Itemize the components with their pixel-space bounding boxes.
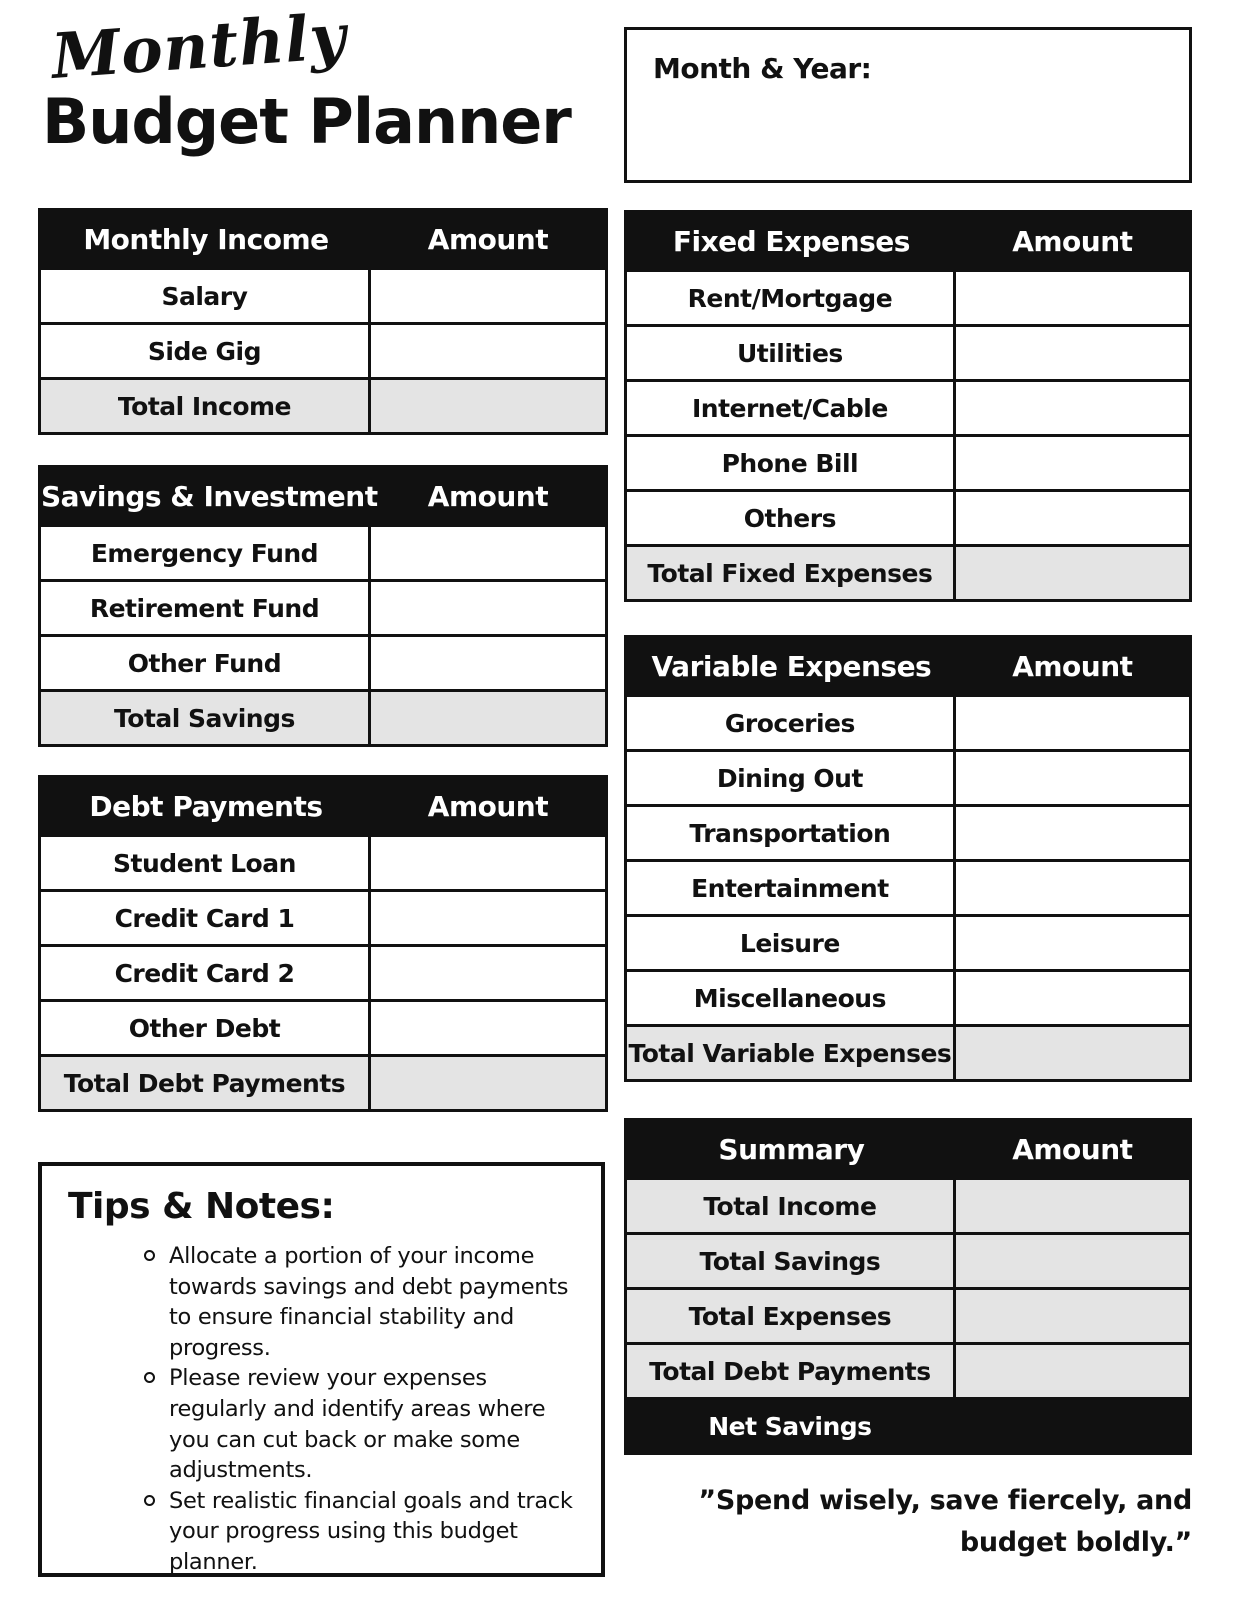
row-label: Leisure (627, 917, 956, 969)
amount-cell[interactable] (371, 270, 605, 322)
table-row (41, 1054, 605, 1109)
amount-cell[interactable] (956, 437, 1189, 489)
table-row (627, 434, 1189, 489)
row-label: Total Expenses (627, 1290, 956, 1342)
amount-cell[interactable] (956, 547, 1189, 599)
row-label: Miscellaneous (627, 972, 956, 1024)
table-title: Monthly Income (83, 222, 329, 256)
table-row (41, 834, 605, 889)
row-label: Transportation (627, 807, 956, 859)
row-label: Other Debt (41, 1002, 371, 1054)
row-label: Total Savings (41, 692, 371, 744)
quote (624, 1480, 1192, 1564)
amount-cell[interactable] (956, 1400, 1189, 1452)
tip-item (66, 1363, 577, 1485)
quote-line: budget boldly.” (959, 1526, 1192, 1558)
tip-text: Please review your expenses regularly and identify areas where you can cut back or make some adjustments. (169, 1365, 546, 1484)
fixed-expenses-table (624, 210, 1192, 602)
amount-header: Amount (1012, 1132, 1133, 1166)
page-title (42, 0, 602, 159)
row-label: Total Savings (627, 1235, 956, 1287)
amount-cell[interactable] (371, 837, 605, 889)
table-title: Summary (718, 1132, 865, 1166)
title-script-monthly: Monthly (49, 0, 349, 93)
row-label: Rent/Mortgage (627, 272, 956, 324)
table-row (627, 379, 1189, 434)
table-row (627, 914, 1189, 969)
amount-cell[interactable] (956, 752, 1189, 804)
row-label: Credit Card 1 (41, 892, 371, 944)
left-column (38, 208, 608, 1577)
table-row (627, 1232, 1189, 1287)
table-row (627, 1397, 1189, 1452)
row-label: Total Fixed Expenses (627, 547, 956, 599)
table-row (41, 944, 605, 999)
table-row (627, 1342, 1189, 1397)
table-header (627, 1121, 1189, 1177)
amount-cell[interactable] (371, 527, 605, 579)
row-label: Entertainment (627, 862, 956, 914)
table-row (41, 524, 605, 579)
row-label: Student Loan (41, 837, 371, 889)
amount-cell[interactable] (371, 325, 605, 377)
amount-cell[interactable] (371, 582, 605, 634)
table-row (627, 804, 1189, 859)
row-label: Other Fund (41, 637, 371, 689)
tips-notes-title: Tips & Notes: (68, 1186, 335, 1227)
bullet-icon (144, 1495, 155, 1506)
amount-cell[interactable] (956, 382, 1189, 434)
table-row (627, 544, 1189, 599)
table-row (627, 269, 1189, 324)
row-label: Net Savings (627, 1400, 956, 1452)
table-row (627, 969, 1189, 1024)
amount-cell[interactable] (956, 1345, 1189, 1397)
table-row (41, 689, 605, 744)
table-row (41, 377, 605, 432)
table-row (41, 634, 605, 689)
amount-cell[interactable] (956, 807, 1189, 859)
table-row (627, 694, 1189, 749)
table-header (627, 213, 1189, 269)
amount-cell[interactable] (956, 272, 1189, 324)
row-label: Side Gig (41, 325, 371, 377)
row-label: Retirement Fund (41, 582, 371, 634)
amount-cell[interactable] (371, 380, 605, 432)
table-title: Fixed Expenses (672, 224, 910, 258)
row-label: Salary (41, 270, 371, 322)
amount-cell[interactable] (956, 327, 1189, 379)
row-label: Credit Card 2 (41, 947, 371, 999)
row-label: Internet/Cable (627, 382, 956, 434)
row-label: Total Income (627, 1180, 956, 1232)
tip-item (66, 1241, 577, 1363)
amount-cell[interactable] (956, 917, 1189, 969)
amount-cell[interactable] (371, 892, 605, 944)
table-row (627, 749, 1189, 804)
row-label: Emergency Fund (41, 527, 371, 579)
amount-cell[interactable] (956, 1235, 1189, 1287)
table-row (41, 579, 605, 634)
table-title: Debt Payments (89, 789, 323, 823)
row-label: Utilities (627, 327, 956, 379)
amount-cell[interactable] (956, 492, 1189, 544)
row-label: Groceries (627, 697, 956, 749)
table-row (627, 1024, 1189, 1079)
right-column (624, 27, 1192, 1564)
row-label: Total Variable Expenses (627, 1027, 956, 1079)
amount-header: Amount (1012, 224, 1133, 258)
amount-cell[interactable] (956, 1180, 1189, 1232)
row-label: Total Income (41, 380, 371, 432)
amount-cell[interactable] (956, 862, 1189, 914)
amount-cell[interactable] (371, 947, 605, 999)
tip-item (66, 1486, 577, 1578)
table-row (627, 1177, 1189, 1232)
title-budget-planner: Budget Planner (42, 85, 571, 159)
row-label: Total Debt Payments (41, 1057, 371, 1109)
amount-cell[interactable] (956, 972, 1189, 1024)
amount-cell[interactable] (956, 697, 1189, 749)
table-title: Variable Expenses (651, 649, 932, 683)
table-header (627, 638, 1189, 694)
table-row (627, 489, 1189, 544)
tip-text: Allocate a portion of your income towards savings and debt payments to ensure financial stability and progress. (169, 1243, 569, 1361)
table-row (41, 999, 605, 1054)
month-year-label: Month & Year: (653, 52, 872, 85)
month-year-box[interactable] (624, 27, 1192, 183)
monthly-income-table (38, 208, 608, 435)
amount-header: Amount (427, 222, 549, 256)
debt-payments-table (38, 775, 608, 1112)
table-header (41, 778, 605, 834)
tips-list (66, 1241, 577, 1578)
table-row (41, 267, 605, 322)
amount-cell[interactable] (371, 1057, 605, 1109)
row-label: Dining Out (627, 752, 956, 804)
amount-cell[interactable] (371, 637, 605, 689)
amount-header: Amount (1012, 649, 1133, 683)
row-label: Total Debt Payments (627, 1345, 956, 1397)
table-header (41, 211, 605, 267)
variable-expenses-table (624, 635, 1192, 1082)
amount-cell[interactable] (956, 1027, 1189, 1079)
bullet-icon (144, 1250, 155, 1261)
table-header (41, 468, 605, 524)
table-row (627, 1287, 1189, 1342)
table-row (41, 889, 605, 944)
savings-investment-table (38, 465, 608, 747)
amount-header: Amount (427, 479, 549, 513)
bullet-icon (144, 1372, 155, 1383)
table-row (627, 324, 1189, 379)
row-label: Others (627, 492, 956, 544)
amount-cell[interactable] (956, 1290, 1189, 1342)
amount-cell[interactable] (371, 1002, 605, 1054)
table-row (41, 322, 605, 377)
amount-header: Amount (427, 789, 549, 823)
row-label: Phone Bill (627, 437, 956, 489)
summary-table (624, 1118, 1192, 1455)
table-title: Savings & Investment (41, 479, 378, 513)
amount-cell[interactable] (371, 692, 605, 744)
tips-notes-box (38, 1162, 605, 1577)
tip-text: Set realistic financial goals and track your progress using this budget planner. (169, 1487, 573, 1575)
quote-line: ”Spend wisely, save fiercely, and (698, 1485, 1192, 1516)
table-row (627, 859, 1189, 914)
